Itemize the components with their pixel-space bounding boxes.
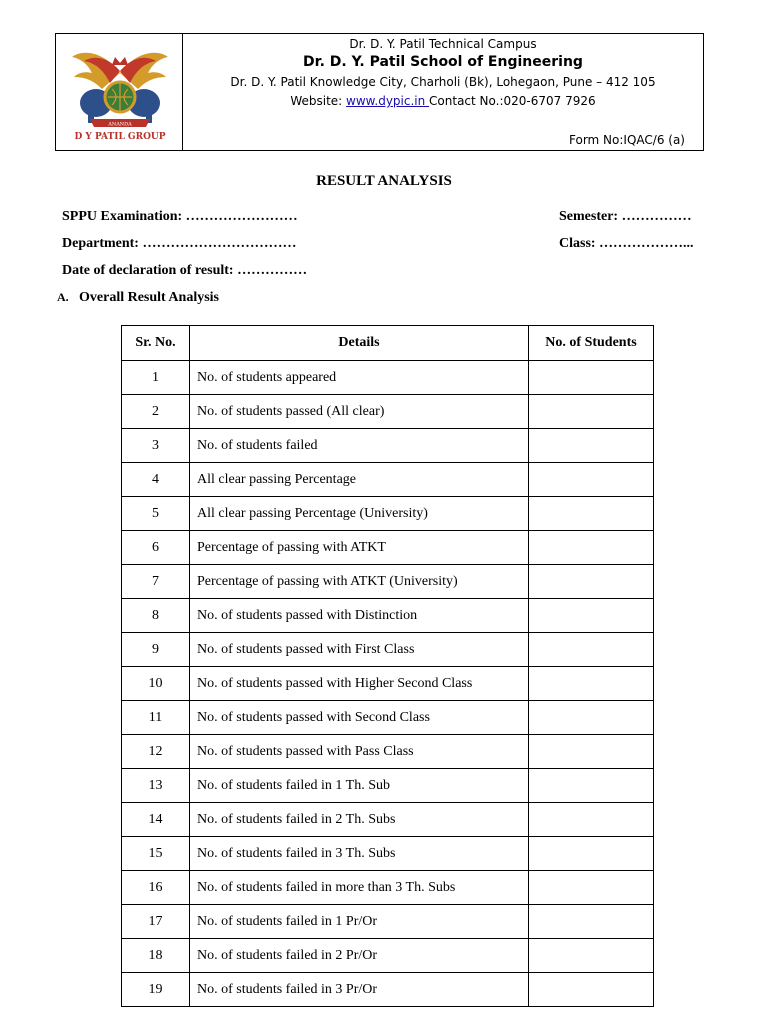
student-count-cell[interactable] [529,837,654,871]
student-count-cell[interactable] [529,667,654,701]
date-field: Date of declaration of result: …………… [62,263,308,278]
svg-text:ANANDA: ANANDA [108,121,132,128]
table-row [122,531,654,565]
semester-field: Semester: …………… [559,209,692,224]
logo-cell [56,34,183,150]
section-title: Overall Result Analysis [79,290,220,305]
sr-no-cell: 6 [122,531,190,565]
table-row [122,599,654,633]
details-cell: Percentage of passing with ATKT [190,531,529,565]
table-row [122,939,654,973]
table-row [122,429,654,463]
details-cell: No. of students appeared [190,361,529,395]
form-number: Form No:IQAC/6 (a) [569,133,685,147]
student-count-cell[interactable] [529,497,654,531]
sr-no-cell: 18 [122,939,190,973]
student-count-cell[interactable] [529,871,654,905]
campus-name: Dr. D. Y. Patil Technical Campus [349,37,537,51]
table-row [122,463,654,497]
sr-no-cell: 3 [122,429,190,463]
details-cell: No. of students passed with First Class [190,633,529,667]
department-field: Department: …………………………… [62,236,297,251]
student-count-cell[interactable] [529,361,654,395]
table-row [122,735,654,769]
contact-number: Contact No.:020-6707 7926 [429,94,596,108]
table-row [122,395,654,429]
sr-no-cell: 14 [122,803,190,837]
result-table [121,325,654,1007]
details-cell: No. of students passed with Pass Class [190,735,529,769]
sr-no-cell: 16 [122,871,190,905]
letterhead-text [183,34,703,110]
sr-no-cell: 11 [122,701,190,735]
table-row [122,565,654,599]
svg-text:D Y PATIL GROUP: D Y PATIL GROUP [74,132,166,142]
class-field: Class: ………………... [559,236,694,251]
student-count-cell[interactable] [529,633,654,667]
address: Dr. D. Y. Patil Knowledge City, Charholi (Bk), Lohegaon, Pune – 412 105 [230,75,656,89]
details-cell: No. of students passed with Second Class [190,701,529,735]
table-row [122,769,654,803]
student-count-cell[interactable] [529,973,654,1007]
sr-no-cell: 10 [122,667,190,701]
section-letter: A. [57,290,69,304]
table-row [122,973,654,1007]
details-cell: No. of students failed in 1 Pr/Or [190,905,529,939]
sr-no-cell: 5 [122,497,190,531]
details-cell: No. of students failed in 2 Pr/Or [190,939,529,973]
website-link[interactable]: www.dypic.in [346,94,430,108]
student-count-cell[interactable] [529,395,654,429]
table-row [122,837,654,871]
details-cell: No. of students failed in 3 Th. Subs [190,837,529,871]
sr-no-cell: 8 [122,599,190,633]
section-heading [57,290,219,306]
school-name: Dr. D. Y. Patil School of Engineering [303,54,583,70]
student-count-cell[interactable] [529,599,654,633]
sr-no-cell: 9 [122,633,190,667]
details-cell: No. of students passed with Higher Second Class [190,667,529,701]
table-header-row [122,326,654,361]
sr-no-cell: 19 [122,973,190,1007]
table-row [122,701,654,735]
details-cell: No. of students failed in 1 Th. Sub [190,769,529,803]
details-cell: No. of students passed with Distinction [190,599,529,633]
details-cell: No. of students passed (All clear) [190,395,529,429]
student-count-cell[interactable] [529,735,654,769]
student-count-cell[interactable] [529,565,654,599]
details-cell: Percentage of passing with ATKT (University) [190,565,529,599]
table-row [122,803,654,837]
sr-no-cell: 15 [122,837,190,871]
details-cell: No. of students failed in 2 Th. Subs [190,803,529,837]
details-cell: No. of students failed in 3 Pr/Or [190,973,529,1007]
table-row [122,633,654,667]
sr-no-cell: 7 [122,565,190,599]
page-title: RESULT ANALYSIS [316,173,452,189]
student-count-cell[interactable] [529,939,654,973]
table-row [122,497,654,531]
student-count-cell[interactable] [529,531,654,565]
table-row [122,361,654,395]
sr-no-cell: 1 [122,361,190,395]
dy-patil-group-logo [68,43,172,143]
header-sr-no: Sr. No. [122,326,190,361]
letterhead [55,33,704,151]
student-count-cell[interactable] [529,701,654,735]
sr-no-cell: 17 [122,905,190,939]
table-row [122,667,654,701]
student-count-cell[interactable] [529,905,654,939]
sr-no-cell: 13 [122,769,190,803]
table-row [122,905,654,939]
student-count-cell[interactable] [529,769,654,803]
table-row [122,871,654,905]
student-count-cell[interactable] [529,429,654,463]
header-details: Details [190,326,529,361]
details-cell: All clear passing Percentage [190,463,529,497]
details-cell: All clear passing Percentage (University) [190,497,529,531]
header-no-of-students: No. of Students [529,326,654,361]
student-count-cell[interactable] [529,803,654,837]
website-label: Website: [290,94,347,108]
sr-no-cell: 2 [122,395,190,429]
sr-no-cell: 4 [122,463,190,497]
exam-field: SPPU Examination: …………………… [62,209,298,224]
details-cell: No. of students failed in more than 3 Th. Subs [190,871,529,905]
sr-no-cell: 12 [122,735,190,769]
contact-line [183,92,703,110]
details-cell: No. of students failed [190,429,529,463]
student-count-cell[interactable] [529,463,654,497]
